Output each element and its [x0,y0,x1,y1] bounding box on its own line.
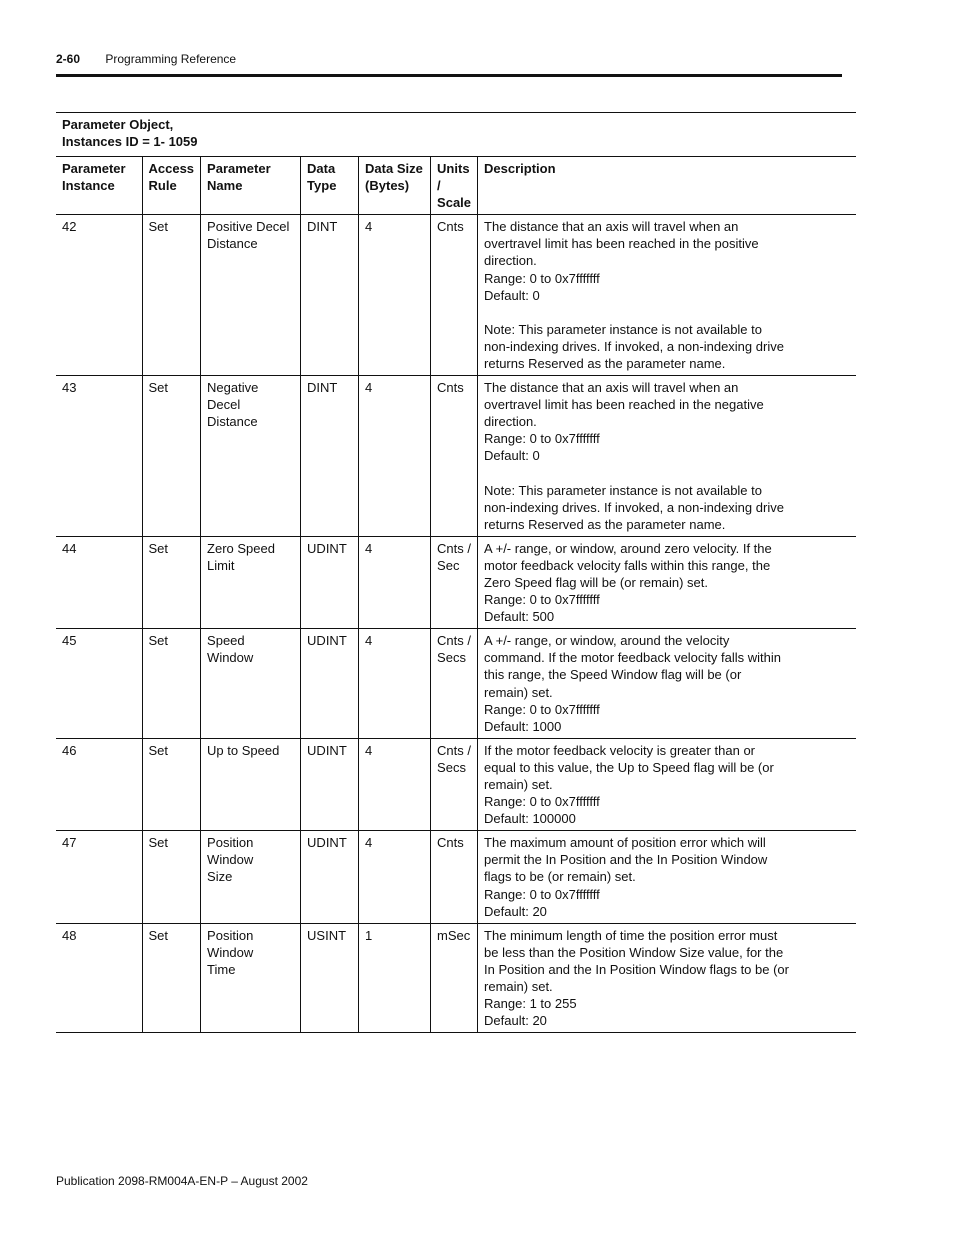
instance-cell: 46 [56,738,142,830]
instance-cell: 48 [56,923,142,1033]
name-cell: Position Window Time [201,923,301,1033]
description-cell: A +/- range, or window, around zero velocity. If the motor feedback velocity falls within this range, the Zero Speed flag will be (or remain) set. Range: 0 to 0x7fffffff Default: 500 [478,536,856,628]
size-cell: 4 [359,376,431,537]
size-cell: 1 [359,923,431,1033]
name-cell: Negative Decel Distance [201,376,301,537]
access-cell: Set [142,923,201,1033]
table-row [56,215,856,376]
type-cell: UDINT [301,536,359,628]
units-cell: Cnts / Secs [431,629,478,739]
type-cell: UDINT [301,831,359,923]
parameter-table [56,112,856,1033]
access-cell: Set [142,629,201,739]
page-header [56,52,236,66]
size-cell: 4 [359,738,431,830]
description-cell: A +/- range, or window, around the velocity command. If the motor feedback velocity falls within this range, the Speed Window flag will be (or remain) set. Range: 0 to 0x7fffffff Default: 1000 [478,629,856,739]
page-footer: Publication 2098-RM004A-EN-P – August 2002 [56,1174,308,1188]
table-row [56,738,856,830]
type-cell: UDINT [301,629,359,739]
description-cell: The distance that an axis will travel when an overtravel limit has been reached in the negative direction. Range: 0 to 0x7fffffff Default: 0 Note: This parameter instance is not available to non-indexing drives. If invoked, a non-indexing drive returns Reserved as the parameter name. [478,376,856,537]
name-cell: Zero Speed Limit [201,536,301,628]
name-cell: Position Window Size [201,831,301,923]
units-cell: Cnts [431,376,478,537]
table-body [56,215,856,1033]
description-cell: The minimum length of time the position error must be less than the Position Window Size value, for the In Position and the In Position Window flags to be (or remain) set. Range: 1 to 255 Default: 20 [478,923,856,1033]
units-cell: Cnts [431,215,478,376]
units-cell: Cnts / Secs [431,738,478,830]
table-row [56,376,856,537]
object-title: Parameter Object, Instances ID = 1- 1059 [56,113,856,157]
access-cell: Set [142,536,201,628]
table-row [56,536,856,628]
type-cell: DINT [301,376,359,537]
page-number: 2-60 [56,52,81,66]
table-row [56,831,856,923]
type-cell: DINT [301,215,359,376]
access-cell: Set [142,215,201,376]
name-cell: Positive Decel Distance [201,215,301,376]
name-cell: Speed Window [201,629,301,739]
access-cell: Set [142,831,201,923]
instance-cell: 45 [56,629,142,739]
description-cell: The maximum amount of position error which will permit the In Position and the In Position Window flags to be (or remain) set. Range: 0 to 0x7fffffff Default: 20 [478,831,856,923]
instance-cell: 42 [56,215,142,376]
type-cell: UDINT [301,738,359,830]
type-cell: USINT [301,923,359,1033]
header-rule [56,74,842,77]
size-cell: 4 [359,536,431,628]
table-row [56,629,856,739]
column-header-parameter-instance: Parameter Instance [56,157,142,215]
name-cell: Up to Speed [201,738,301,830]
description-cell: The distance that an axis will travel when an overtravel limit has been reached in the positive direction. Range: 0 to 0x7fffffff Default: 0 Note: This parameter instance is not available to non-indexing drives. If invoked, a non-indexing drive returns Reserved as the parameter name. [478,215,856,376]
table-row [56,923,856,1033]
instance-cell: 47 [56,831,142,923]
access-cell: Set [142,738,201,830]
instance-cell: 43 [56,376,142,537]
column-header-row [56,157,856,215]
column-header-data-type: Data Type [301,157,359,215]
column-header-data-size: Data Size (Bytes) [359,157,431,215]
access-cell: Set [142,376,201,537]
column-header-parameter-name: Parameter Name [201,157,301,215]
description-cell: If the motor feedback velocity is greater than or equal to this value, the Up to Speed flag will be (or remain) set. Range: 0 to 0x7fffffff Default: 100000 [478,738,856,830]
units-cell: Cnts [431,831,478,923]
instance-cell: 44 [56,536,142,628]
size-cell: 4 [359,629,431,739]
units-cell: mSec [431,923,478,1033]
column-header-access-rule: Access Rule [142,157,201,215]
units-cell: Cnts / Sec [431,536,478,628]
section-title: Programming Reference [105,52,237,66]
column-header-units-scale: Units / Scale [431,157,478,215]
column-header-description: Description [478,157,856,215]
size-cell: 4 [359,215,431,376]
size-cell: 4 [359,831,431,923]
